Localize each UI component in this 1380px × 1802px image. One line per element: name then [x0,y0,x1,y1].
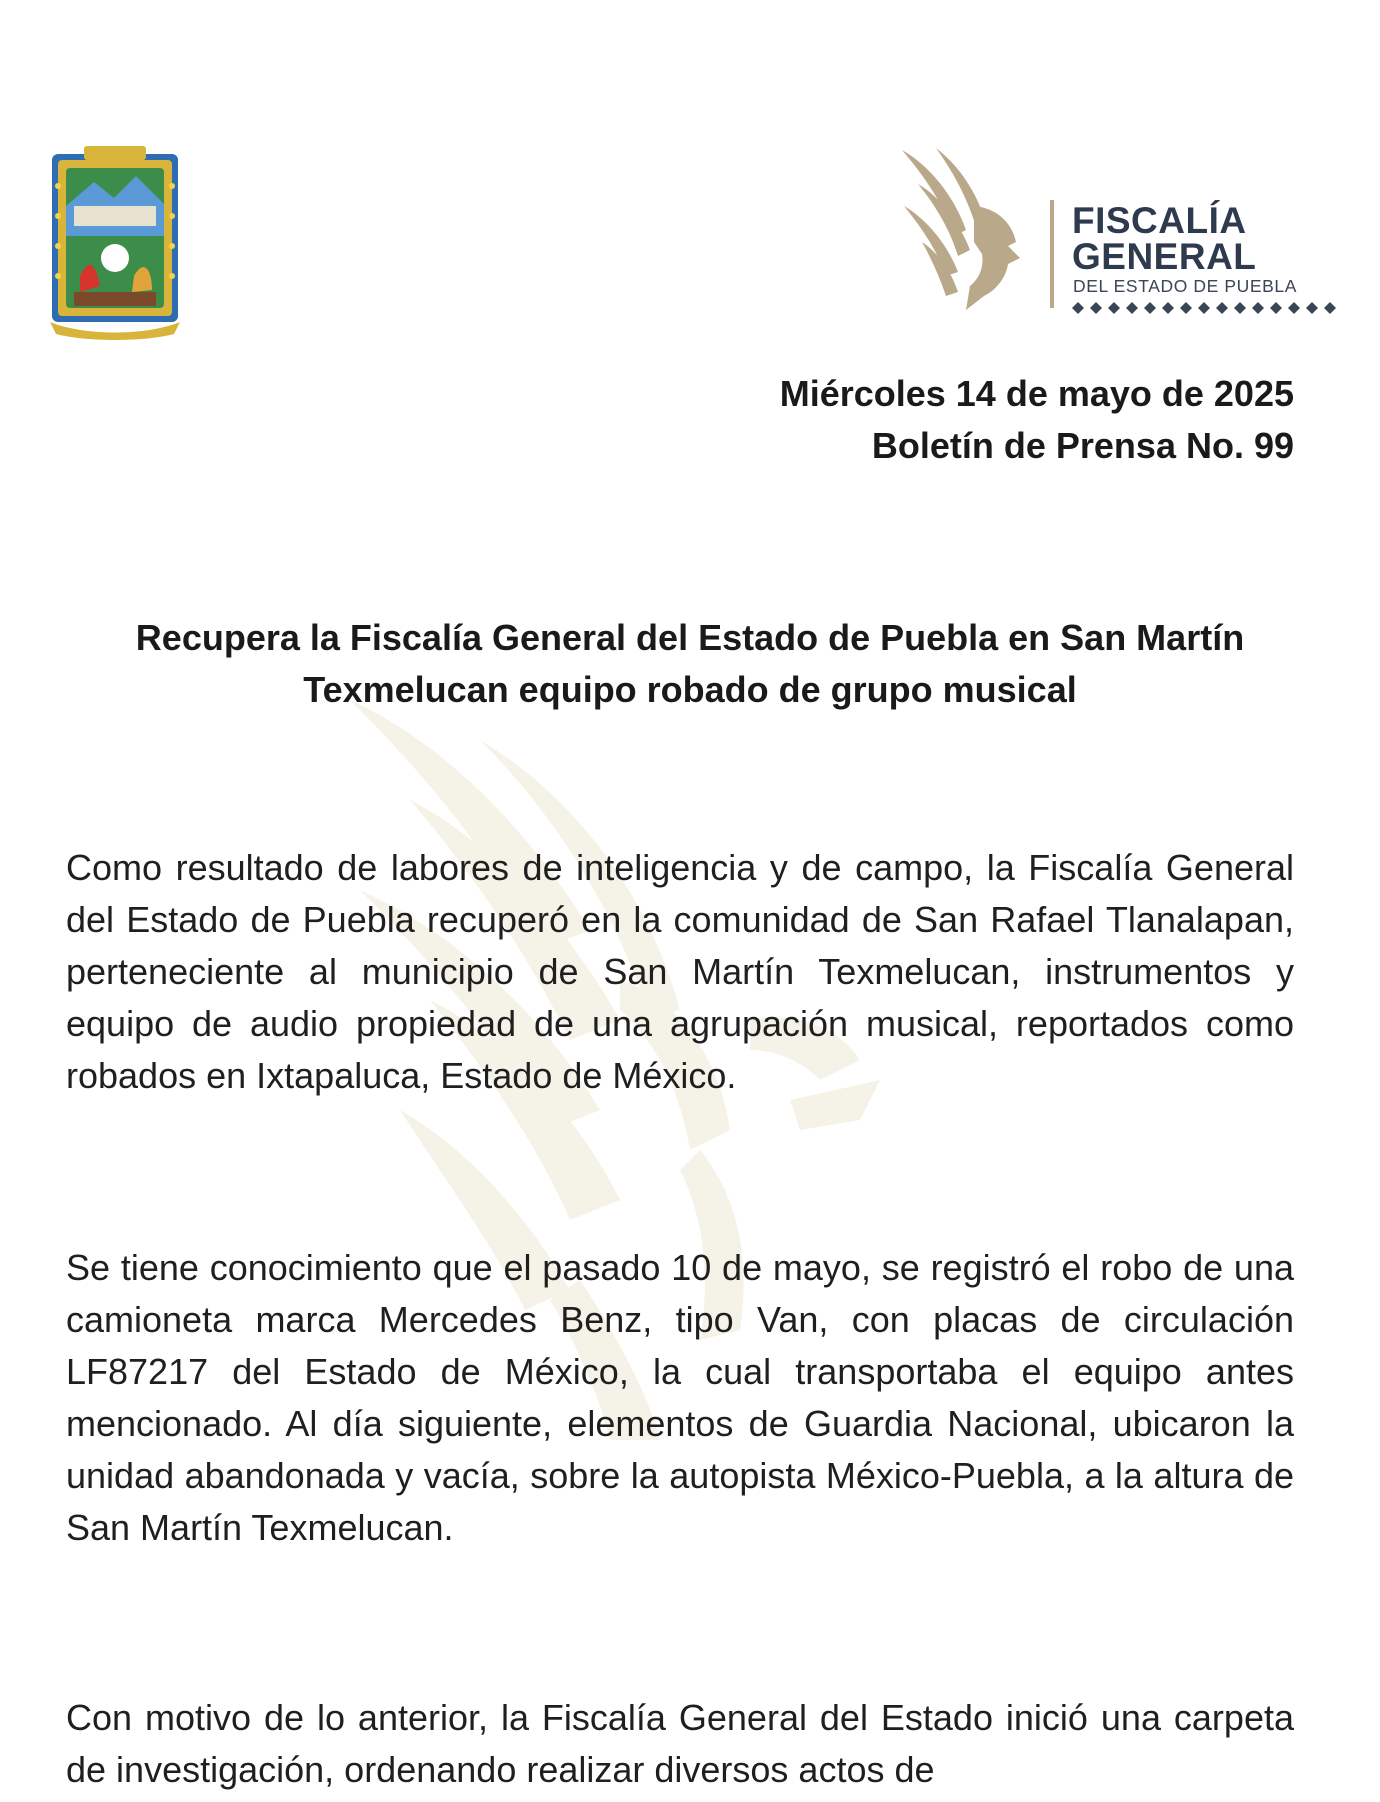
logo-ornament-icon [1072,300,1340,316]
logo-text-estado: DEL ESTADO DE PUEBLA [1073,276,1298,296]
body-paragraph: Como resultado de labores de inteligencia y de campo, la Fiscalía General del Estado de Puebla recuperó en la comunidad de San Rafael Tlanalapan, perteneciente al municipio de San Martín Texmelucan, instrumentos y equipo de audio propiedad de una agrupación musical, reportados como robados en Ixtapaluca, Estado de México. [66,847,1294,1096]
document-meta [780,368,1294,472]
fiscalia-logo [900,146,1350,318]
bulletin-number: Boletín de Prensa No. 99 [871,425,1294,466]
body-paragraph: Se tiene conocimiento que el pasado 10 de mayo, se registró el robo de una camioneta marca Mercedes Benz, tipo Van, con placas de circulación LF87217 del Estado de México, la cual transportaba el equipo antes mencionado. Al día siguiente, elementos de Guardia Nacional, ubicaron la unidad abandonada y vacía, sobre la autopista México-Puebla, a la altura de San Martín Texmelucan. [66,1247,1294,1548]
body-paragraph: Con motivo de lo anterior, la Fiscalía General del Estado inició una carpeta de investigación, ordenando realizar diversos actos de [66,1697,1294,1790]
document-headline: Recupera la Fiscalía General del Estado de Puebla en San Martín Texmelucan equipo robado de grupo musical [135,617,1245,710]
fiscalia-emblem-icon [900,146,1040,311]
state-coat-of-arms-icon [44,146,186,340]
logo-divider [1050,200,1054,308]
logo-text-general: GENERAL [1072,236,1257,277]
logo-text-fiscalia: FISCALÍA [1072,200,1247,241]
document-date: Miércoles 14 de mayo de 2025 [779,373,1294,414]
